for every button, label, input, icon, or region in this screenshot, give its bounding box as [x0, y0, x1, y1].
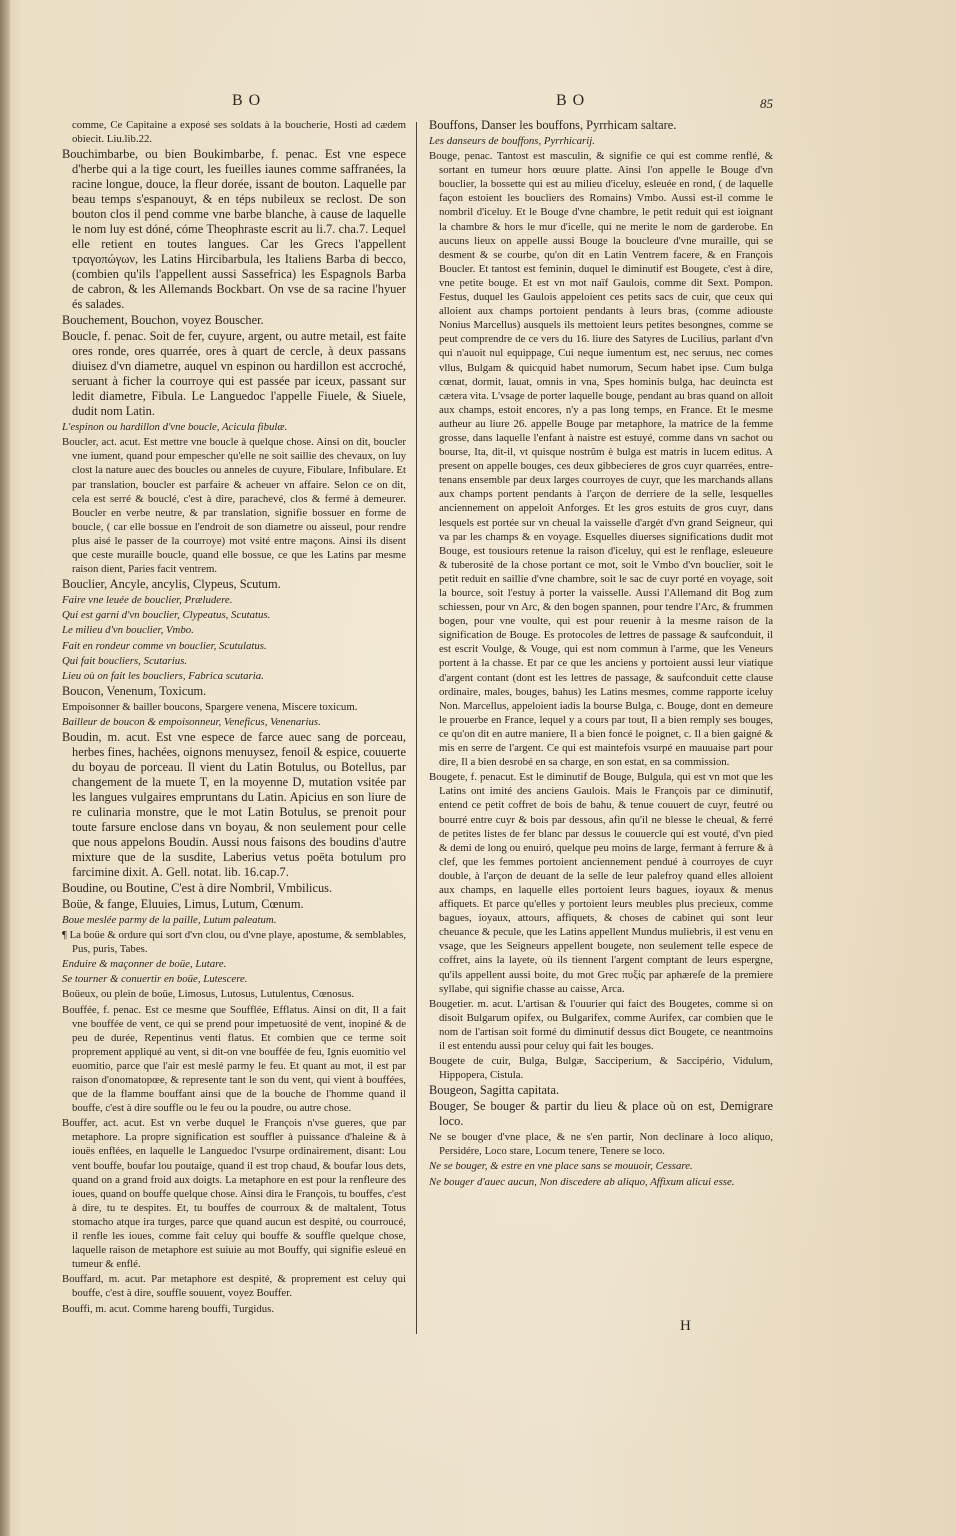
dictionary-entry: Boucler, act. acut. Est mettre vne boucle à quelque chose. Ainsi on dit, boucler vne iument, quand pour empescher qu'elle ne soit saillie des chevaux, on luy clost la nature auec des boucles ou anneles de cuyure, Fibulare, Infibulare. Et par translation, boucler est parfaire & acheuer vn affaire. Selon ce on dit, cela est serré & bouclé, c'est à dire, parachevé, clos & fermé à demeurer. Boucler en verbe neutre, & par translation, signifie bossuer en forme de boucle, ( car elle bossue en l'endroit de son diametre ou aisseul, pour rendre plus aisé le passer de la courroye) mot vsité entre maçons. Ainsi ils disent que ceste muraille boucle, quand elle bossue, ce que les Latins par mesme raison dient, Paries facit ventrem. [62, 436, 406, 576]
dictionary-entry: Qui est garni d'vn bouclier, Clypeatus, Scutatus. [62, 609, 271, 622]
dictionary-entry: Qui fait boucliers, Scutarius. [62, 654, 188, 667]
dictionary-entry: Bailleur de boucon & empoisonneur, Veneficus, Venenarius. [62, 715, 321, 728]
dictionary-entry: Ne se bouger d'vne place, & ne s'en partir, Non declinare à loco aliquo, Persidére, Loco stare, Locum tenere, Tenere se loco. [429, 1131, 773, 1158]
dictionary-entry: Bougete, f. penacut. Est le diminutif de Bouge, Bulgula, qui est vn mot que les Latins ont imité des anciens Gaulois. Mais le François par ce diminutif, entend ce petit coffret de bois de bahu, & tenue couuert de cuyr, feutré ou bourré entre cuyr & bois par dessous, afin qu'il ne blesse le cheual, & ferré de petites listes de fer blanc par dessus le couuercle qui est vouté, d'vn pied & demi de long ou enuiró, quelque peu moins de large, fermant à ferrure & à clef, que les femmes portoient anciennement pendué à courroyes de cuyr double, à l'arçon de deuant de la selle de leur palefroy quand elles alloient aux champs, en laquelle elles portoient leurs bagues, ioyaux & menus affiquets. Et parce qu'elles y portoient leurs meubles plus precieux, comme bagues, ioyaux, attours, affiquets, & choses de cabinet qui sont leur cheuance & pecule, que les Latins appellent Mundus muliebris, il est venu en vsage, que les Seigneurs appellent bougete, non seulement telle espece de coffret, ains la layete, où ils tiennent l'argent comptant de leurs espergne, qu'ils appellent aussi boite, du mot Grec πυξίς par aphæreſe de la premiere syllabe, qui signifie chasse au caisse, Arca. [429, 771, 773, 995]
dictionary-entry: Boüe, & fange, Eluuies, Limus, Lutum, Cœnum. [62, 896, 304, 911]
dictionary-entry: Bouchement, Bouchon, voyez Bouscher. [62, 313, 264, 328]
dictionary-entry: Bouchimbarbe, ou bien Boukimbarbe, f. penac. Est vne espece d'herbe qui a la tige court, les fueilles iaunes comme saffranées, la racine longue, douce, la fleur dorée, issant de bouton. Laquelle par beau temps s'espanouyt, & en téps nubileux se reclost. De son bouton clos il pend comme vne barbe blanche, à cause de laquelle le nom luy est dóné, cóme Theophraste escrit au li.7. cha.7. Lequel elle retient en toutes langues. Car les Grecs l'appellent τραγοπώγων, les Latins Hircibarbula, les Italiens Barba di becco, (combien qu'ils l'appellent aussi Sassefrica) les Espagnols Barba de cabron, & les Allemands Bockbart. On vse de sa racine l'hyuer és salades. [62, 147, 406, 312]
dictionary-entry: Boudin, m. acut. Est vne espece de farce auec sang de porceau, herbes fines, hachées, oignons menuysez, fenoil & espice, couuerte du boyau de porceau. Il vient du Latin Botulus, ou Botellus, par changement de la muete T, en la moyenne D, mutation vsitée par les langues vulgaires empruntans du Latin. Apicius en son liure de re culinaria monstre, que le mot Latin Botulus, se prenoit pour toute farsure enclose dans vn boyau, & non seulement pour celle que nous appelons Boudin. Aussi nous faisons des boudins d'autre mixture que de la susdite, Laberius vetus poëta botulum pro farcimine dixit. A. Gell. notat. lib. 16.cap.7. [62, 729, 406, 879]
dictionary-entry: Boue meslée parmy de la paille, Lutum paleatum. [62, 913, 277, 926]
dictionary-entry: Bouffons, Danser les bouffons, Pyrrhicam saltare. [429, 118, 677, 132]
page-number: 85 [760, 96, 773, 111]
dictionary-entry: Bouclier, Ancyle, ancylis, Clypeus, Scutum. [62, 577, 281, 592]
dictionary-entry: Se tourner & conuertir en boüe, Lutescere. [62, 973, 248, 986]
dictionary-entry: Boüeux, ou plein de boüe, Limosus, Lutosus, Lutulentus, Cœnosus. [62, 988, 355, 1001]
dictionary-entry: Faire vne leuée de bouclier, Præludere. [62, 594, 233, 607]
dictionary-entry: Les danseurs de bouffons, Pyrrhicarij. [429, 135, 595, 147]
dictionary-entry: L'espinon ou hardillon d'vne boucle, Acicula fibulæ. [62, 421, 288, 434]
dictionary-entry: Boucle, f. penac. Soit de fer, cuyure, argent, ou autre metail, est faite ores ronde, ores quarrée, ores à quart de cercle, à deux passans diuisez d'vn diametre, auquel vn espinon ou hardillon est accroché, seruant à ficher la courroye qui est passée par iceux, passant sur ledit diametre, Fibula. Le Languedoc l'appelle Fiuele, & Siuele, dudit nom Latin. [62, 329, 406, 419]
dictionary-entry: Bouffée, f. penac. Est ce mesme que Soufflée, Efflatus. Ainsi on dit, Il a fait vne bouffée de vent, ce qui se prend pour impetuosité de vent, inopiné & de peu de durée, Repentinus venti flatus. Et combien que ce terme soit proprement appliqué au vent, si dit-on vne bouffée de feu, Ignis euomitio vel euomitio, parce que l'air est meslé parmy le feu. Et quant au mot, il est par raison d'onomatopœe, & represente tant le son du vent, qui vient à bouffées, que de la flamme bouffant ainsi que de la bouche de l'homme quand il bouffe, c'est à dire souffle ou le feu ou la poudre, ou autre chose. [62, 1003, 406, 1115]
dictionary-entry: comme, Ce Capitaine a exposé ses soldats à la boucherie, Hosti ad cædem obiecit. Liu.lib.22. [72, 119, 406, 146]
dictionary-entry: Bouffer, act. acut. Est vn verbe duquel le François n'vse gueres, que par metaphore. La propre signification est souffler à puissance d'haleine & à iouës enflées, en laquelle le Languedoc l'vsurpe ordinairement, disant: Lou vent bouffe, boufar lou poutaige, quand il est trop chaud, & boufar lous dets, quand on a grand froid aux doigts. La metaphore en est pour la renfleure des ioues, quand on bouffe quelque chose. Ainsi dira le François, tu bouffes, c'est à dire, tu te despites. Et, tu bouffes de courroux & de maltalent, Totus stomacho atque ira turges, parce que quand aucun est despité, ou courroucé, il renfle les ioues, comme fait celuy qui bouffe & souffle quelque chose, laquelle raison de metaphore est suiuie au mot Bouffy, qui signifie esleué en tumeur & enflé. [62, 1117, 406, 1271]
running-head-left: BO [232, 92, 267, 109]
left-column [62, 118, 406, 1333]
dictionary-entry: Boucon, Venenum, Toxicum. [62, 683, 207, 698]
dictionary-entry: Bouger, Se bouger & partir du lieu & place où on est, Demigrare loco. [429, 1099, 773, 1129]
catchword: H [680, 1318, 691, 1334]
dictionary-entry: Le milieu d'vn bouclier, Vmbo. [62, 624, 194, 637]
dictionary-entry: Bougetier. m. acut. L'artisan & l'ouurier qui faict des Bougetes, comme si on disoit Bulgarum opifex, ou Bulgarifex, comme Aurifex, car combien que le nom de l'artisan soit formé du diminutif dessus dict Bougete, ce neantmoins il est entendu aussi pour celuy qui fait les bouges. [429, 997, 773, 1052]
dictionary-entry: Empoisonner & bailler boucons, Spargere venena, Miscere toxicum. [62, 700, 358, 713]
right-column [429, 118, 773, 1333]
dictionary-entry: Boudine, ou Boutine, C'est à dire Nombril, Vmbilicus. [62, 880, 333, 895]
dictionary-entry: Fait en rondeur comme vn bouclier, Scutulatus. [62, 639, 267, 652]
dictionary-entry: Ne bouger d'auec aucun, Non discedere ab aliquo, Affixum alicui esse. [429, 1175, 735, 1188]
dictionary-entry: Bouge, penac. Tantost est masculin, & signifie ce qui est comme renflé, & sortant en tumeur hors œuure platte. Ainsi l'on appelle le Bouge d'vn bouclier, la bossette qui est au milieu d'iceluy, esleuée en rond, ( de laquelle façon estoient les boucliers des Romains) Vmbo. Aussi est-il comme le nombril d'iceluy. Et le Bouge d'vne chambre, le petit reduit qui est ioignant la chambre & hors le mur d'icelle, qui ne merite le nom de garderobe. En aucuns lieux on appelle aussi Bouge la boucleure d'vne muraille, qui se desment & se courbe, qu'on dit en Latin Ventrem facere, & en François Boucler. Et tantost est feminin, duquel le diminutif est Bougete, c'est à dire, vne petite bouge. Et est vn mot naïf Gaulois, comme dit Sext. Pompon. Festus, duquel les Gaulois appeloient ces petits sacs de cuir, que ceux qui alloient aux champs portoient pendants à leurs bras, (comme adiouste Nonius Marcellus) ausquels ils mettoient leurs petites besongnes, comme se peut comprendre de ce vers du 16. liure des Satyres de Lucilius, parlant d'vn qui n'auoit nul equippage, Cui neque iumentum est, nec seruus, nec comes vllus, Bulgam & quicquid habet numorum, Secum habet ipse. Cum bulga cœnat, dormit, lauat, omnis in vna, Spes hominis bulga, hac deuincta est cætera vita. L'vsage de porter laquelle bouge, pendant au bras quand on alloit aux champs, estoit encores, n'y a pas long temps, en France. Et le mesme autheur au liure 26. appelle Bouge par metaphore, la matrice de la femme grosse, dans laquelle l'enfant à naistre est estuyé, comme dans vn sachot ou bourse, Ita, dit-il, vt quisque nostrûm è bulga est matris in lucem editus. A present on appelle bouges, ces deux gibbecieres de gros cuyr quarrées, entre-tenans ensemble par deux larges courroyes de cuyr, que les marchands allans aux champs portent pendants à l'arçon de derriere de la selle, lesquelles anciennement on appeloit Anforges. Et les gros estuits de gros cuyr, dans lesquels est portée sur vn cheual la vaisselle d'argét d'vn grand Seigneur, qui va par les champs & en voyage. Esquelles diuerses significations dudit mot Bouge, est tousiours retenue la raison d'iceluy, qui est le renflage, esleueure & tuberosité de la chose portant ce mot, soit le Vmbo d'vn bouclier, soit le petit reduit en saillie d'vne chambre, soit le sac de cuyr porté en voyage, soit la bource, soit l'estuy à porter la vaisselle. Aussi l'Allemand dit Bog zum schiessen, pour vn Arc, & den bogen spannen, pour tendre l'Arc, & frummen bogen, pour vne voulte, qui est pour reuenir à la mesme raison de la signification de Bouge. Es protocoles de lettres de passage & saufconduit, il est escrit Voulge, & Vouge, qui est nom commun à l'arme, que les Veneurs portent à la chasse. Et par ce que les anciens y portoient aussi leur viatique d'argent contant (dont est les lettres de passage, & saufconduit cette clause ordinaire, males, bouges, bahus) les Latins mesmes, comme rapporte iceluy Non. Marcellus, appeloient iadis la bourse Bulga, c. Bouge, dont en demeure le prouerbe en France, lequel y a cours par tout, Il a bien remply ses bouges, ce qu'on dit en autre maniere, Il a bien foncé le poignet, c. Il a bien gaigné & mis en serre de l'argent. Ce qui est maintefois vsurpé en mauuaise part pour dire, Il a bien desrobé en sa charge, en son estat, en sa commission. [429, 150, 773, 769]
dictionary-entry: Bouffard, m. acut. Par metaphore est despité, & proprement est celuy qui bouffe, c'est à dire, souffle souuent, voyez Bouffer. [62, 1273, 406, 1300]
dictionary-entry: Bougeon, Sagitta capitata. [429, 1083, 560, 1098]
dictionary-entry: Bougete de cuir, Bulga, Bulgæ, Sacciperium, & Saccipério, Vidulum, Hippopera, Cistula. [429, 1055, 773, 1082]
column-divider [416, 122, 417, 1334]
running-head-right: BO [556, 92, 591, 109]
dictionary-entry: Lieu où on fait les boucliers, Fabrica scutaria. [62, 669, 264, 682]
dictionary-entry: Bouffi, m. acut. Comme hareng bouffi, Turgidus. [62, 1302, 275, 1315]
dictionary-entry: ¶ La boüe & ordure qui sort d'vn clou, ou d'vne playe, apostume, & semblables, Pus, puris, Tabes. [62, 929, 406, 956]
binding-edge [0, 0, 10, 1536]
dictionary-entry: Enduire & maçonner de boüe, Lutare. [62, 958, 227, 971]
dictionary-entry: Ne se bouger, & estre en vne place sans se mouuoir, Cessare. [429, 1160, 693, 1173]
